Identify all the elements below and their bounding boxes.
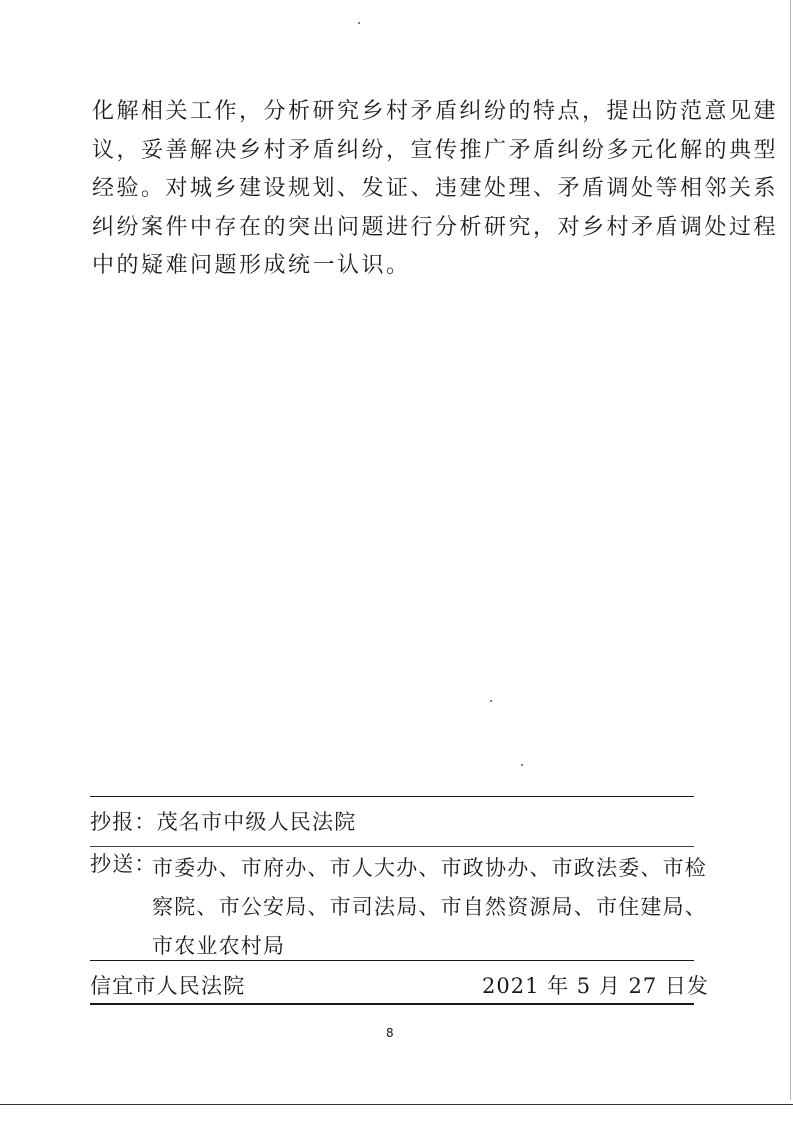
divider-top bbox=[90, 796, 694, 797]
body-line: 纠纷案件中存在的突出问题进行分析研究，对乡村矛盾调处过程 bbox=[92, 214, 779, 240]
body-line: 化解相关工作，分析研究乡村矛盾纠纷的特点，提出防范意见建 bbox=[92, 99, 779, 124]
scan-speck bbox=[358, 22, 360, 24]
body-line: 中的疑难问题形成统一认识。 bbox=[92, 253, 411, 279]
page-number: 8 bbox=[386, 1026, 394, 1040]
divider-footer-bottom bbox=[90, 1003, 694, 1005]
scan-speck bbox=[521, 764, 523, 766]
copy-to-line: 市农业农村局 bbox=[152, 934, 286, 958]
scan-speck bbox=[490, 700, 492, 702]
copy-to-line: 察院、市公安局、市司法局、市自然资源局、市住建局、 bbox=[152, 895, 707, 919]
body-paragraph bbox=[92, 93, 779, 286]
body-line: 议，妥善解决乡村矛盾纠纷，宣传推广矛盾纠纷多元化解的典型 bbox=[92, 137, 779, 163]
issue-date: 2021 年 5 月 27 日发 bbox=[482, 974, 709, 998]
page-edge-bottom bbox=[0, 1104, 793, 1105]
body-line: 经验。对城乡建设规划、发证、违建处理、矛盾调处等相邻关系 bbox=[92, 176, 779, 202]
issuer-name: 信宜市人民法院 bbox=[90, 974, 246, 998]
divider-middle bbox=[90, 846, 694, 847]
copy-to-line: 市委办、市府办、市人大办、市政协办、市政法委、市检 bbox=[152, 856, 707, 880]
divider-footer-top bbox=[90, 960, 694, 961]
report-to-line: 抄报：茂名市中级人民法院 bbox=[90, 810, 357, 834]
page-edge-right bbox=[790, 0, 791, 1100]
copy-to-label: 抄送： bbox=[90, 852, 157, 876]
